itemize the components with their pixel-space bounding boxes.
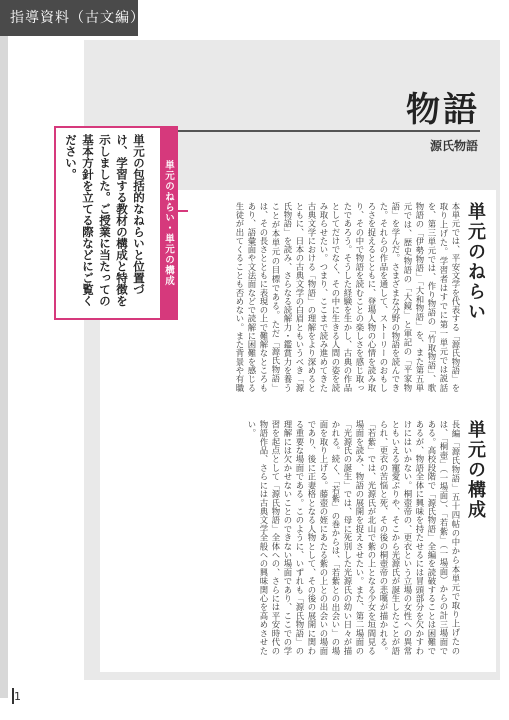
section-aim-text: 本単元では、平安文学を代表する「源氏物語」を取り上げた。学習者はすでに第一単元では説話を、第三単元では、作り物語の「竹取物語」、歌物語の「伊勢物語」「大和物語」を、また第五単元では、歴史物語の「大鏡」と軍記の「平家物語」を学んだ。さまざまな分野の物語を読んできた。それらの作品を通して、ストーリーのおもしろさを捉えるとともに、登場人物の心情を読み取り、その中で物語を読むことの楽しさを感じ取ったであろう。そうした経験を生かし、古典の作品としてだけでなく、その中に生きる人間の姿を読み取らせたい。つまり、ここまで読み進めてきた古典文学における「物語」の理解をより深めるとともに、日本の古典文学の白眉ともいうべき「源氏物語」を読み、さらなる読解力・鑑賞力を養うことが本単元の目標である。ただ「源氏物語」は、その長さとともに表現の上で難解なところもあり、語彙面や文法面などで読解に困難を感じる生徒が出てくることも否めない。また背景や有職 <box>235 202 461 392</box>
section-heading-structure: 単元の構成 <box>465 420 486 520</box>
side-bar <box>0 36 8 698</box>
page-subtitle: 源氏物語 <box>429 139 478 153</box>
callout-label: 単元のねらい・単元の構成 <box>160 128 176 318</box>
callout-pointer <box>178 210 188 212</box>
section-structure-text: 長編「源氏物語」五十四帖の中から本単元で取り上げたのは、「桐壺」（一場面）、「若紫」（一場面）からの計三場面である。高校段階で「源氏物語」全編を読破することは困難であるが、物語全体に興味を持たせるには冒頭部分を欠かすわけにはいかない。桐壺帝の、更衣という立場の女性への異常ともいえる寵愛ぶりや、そこから光源氏が誕生したことが語られ、更衣の苦悩と死、その後の桐壺帝の悲嘆が描かれる。「若紫」では、光源氏が北山で紫の上となる少女を垣間見る場面を読み、物語の展開を捉えさせたい。また、第二場面の「光源氏の誕生」では、母に死別した光源氏の幼い日々が描かれる。続く、「若紫」の巻からは、「若紫との出会い」の場面を取り上げる。藤壺の姪にあたる紫の上との出会いの場面であり、後に正妻格となる人物として、その後の展開に関わる重要な場面である。このように、いずれも「源氏物語」の理解には欠かせないことのできない場面であり、ここでの学習を起点として「源氏物語」全体への、さらには平安時代の物語作品、さらには古典文学全般への興味関心を高めさせたい。 <box>247 420 461 655</box>
page-title: 物語 <box>406 90 480 130</box>
page-number: 1 <box>14 690 21 703</box>
callout-box <box>54 126 178 320</box>
callout-text: 単元の包括的なねらいと位置づけ、学習する教材の構成と特徴を示しました。ご授業に当たっての基本方針を立てる際などにご覧ください。 <box>64 134 146 307</box>
header-tab: 指導資料（古文編） <box>0 0 138 36</box>
section-heading-aim: 単元のねらい <box>465 202 486 322</box>
